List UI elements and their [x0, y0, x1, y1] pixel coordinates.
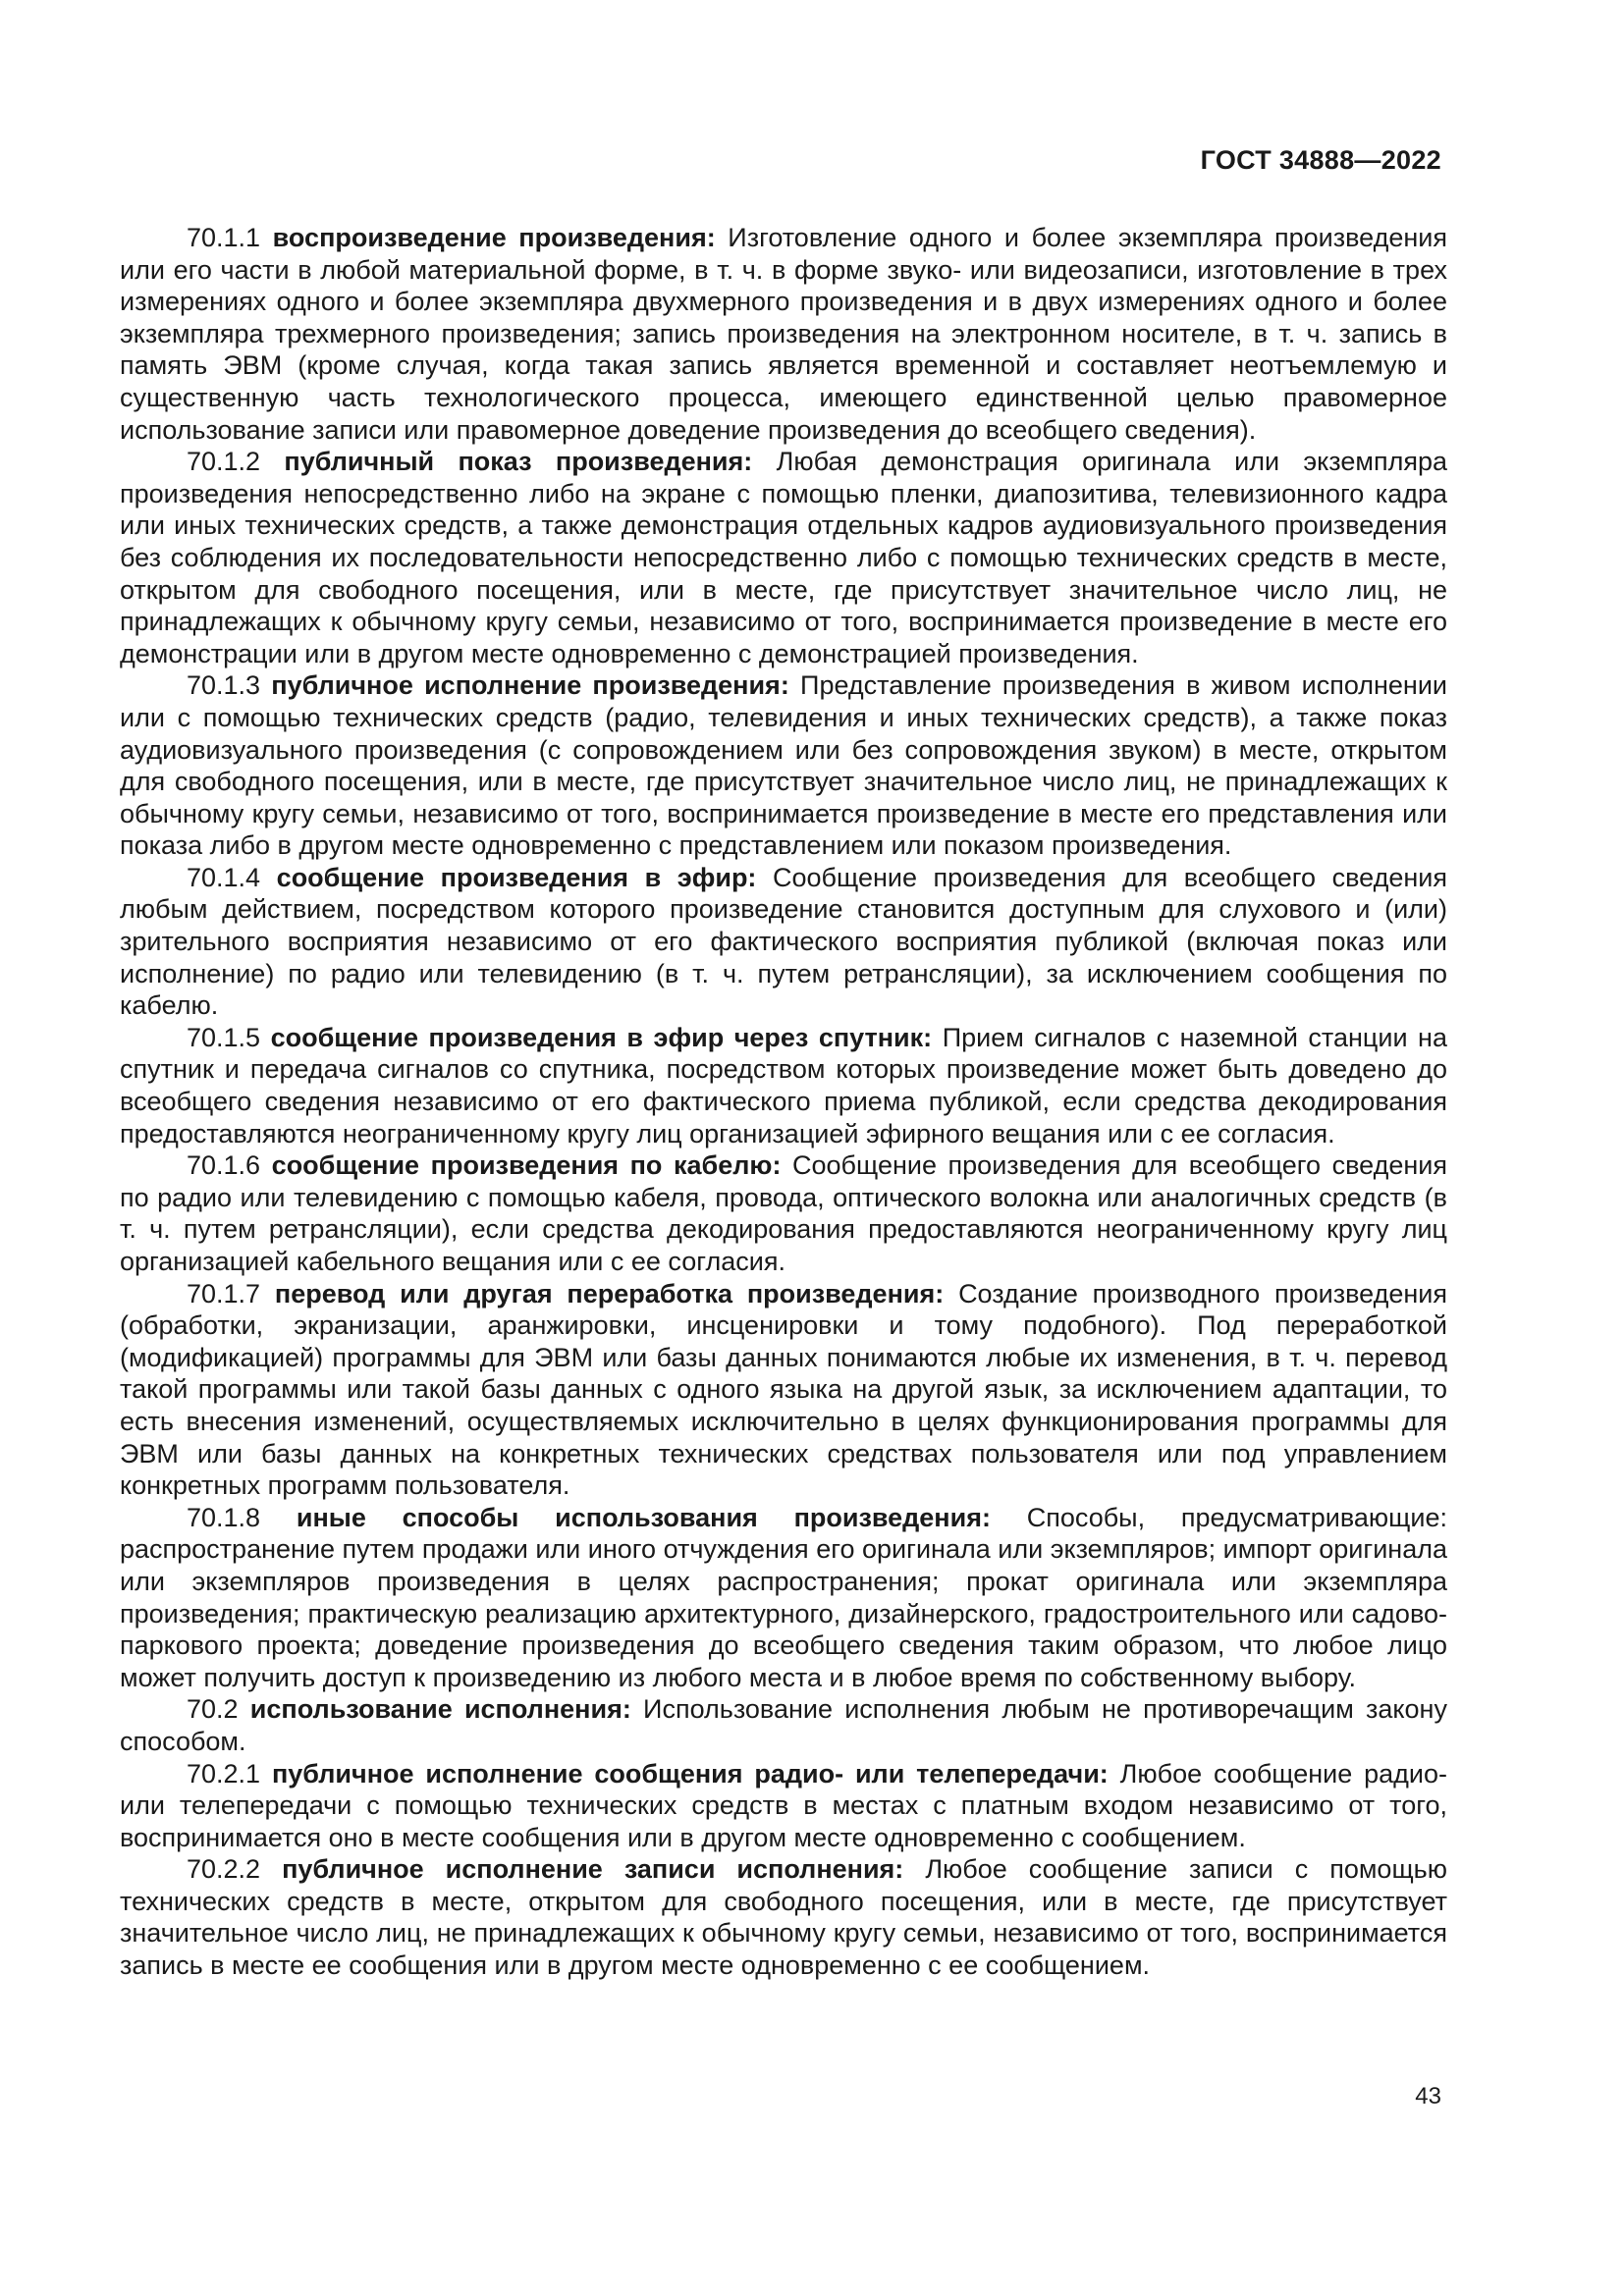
page-number: 43: [1415, 2083, 1441, 2109]
clause-number: 70.1.2: [187, 447, 261, 477]
paragraph-70-1-7: [120, 1278, 1447, 1502]
clause-term: перевод или другая переработка произведения:: [274, 1278, 945, 1308]
clause-number: 70.1.8: [187, 1502, 261, 1532]
clause-term: публичное исполнение сообщения радио- или телепередачи:: [271, 1758, 1109, 1789]
paragraph-70-1-8: [120, 1502, 1447, 1694]
clause-text: Сообщение произведения для всеобщего сведения любым действием, посредством которого произведение становится доступным для слухового и (или) зрительного восприятия независимо от его фактического восприятия публикой (включая показ или исполнение) по радио или телевидению (в т. ч. путем ретрансляции), за исключением сообщения по кабелю.: [120, 862, 1447, 1021]
clause-number: 70.2.1: [187, 1758, 261, 1789]
clause-text: Изготовление одного и более экземпляра произведения или его части в любой материальной форме, в т. ч. в форме звуко- или видеозаписи, изготовление в трех измерениях одного и более экземпляра двухмерного произведения и в двух измерениях одного и более экземпляра трехмерного произведения; запись произведения на электронном носителе, в т. ч. запись в память ЭВМ (кроме случая, когда такая запись является временной и составляет неотъемлемую и существенную часть технологического процесса, имеющего единственной целью правомерное использование записи или правомерное доведение произведения до всеобщего сведения).: [120, 223, 1447, 445]
clause-term: воспроизведение произведения:: [272, 223, 716, 252]
clause-text: Использование исполнения любым не противоречащим закону способом.: [120, 1694, 1447, 1756]
clause-term: публичное исполнение записи исполнения:: [282, 1854, 904, 1885]
paragraph-70-1-5: [120, 1022, 1447, 1149]
clause-number: 70.2: [187, 1694, 239, 1725]
clause-text: Создание производного произведения (обработки, экранизации, аранжировки, инсценировки и тому подобного). Под переработкой (модификацией) программы для ЭВМ или базы данных понимаются любые их изменения, в т. ч. перевод такой программы или такой базы данных с одного языка на другой язык, за исключением адаптации, то есть внесения изменений, осуществляемых исключительно в целях функционирования программы для ЭВМ или базы данных на конкретных технических средствах пользователя или под управлением конкретных программ пользователя.: [120, 1278, 1447, 1501]
clause-number: 70.1.6: [187, 1150, 261, 1181]
paragraph-70-2-2: [120, 1853, 1447, 1981]
clause-term: публичный показ произведения:: [284, 447, 753, 477]
paragraph-70-1-3: [120, 669, 1447, 862]
clause-number: 70.1.3: [187, 670, 261, 701]
clause-text: Любое сообщение записи с помощью технических средств в месте, открытом для свободного посещения, или в месте, где присутствует значительное число лиц, не принадлежащих к обычному кругу семьи, независимо от того, воспринимается запись в месте ее сообщения или в другом месте одновременно с ее сообщением.: [120, 1854, 1447, 1981]
clause-number: 70.1.7: [187, 1278, 261, 1308]
paragraph-70-2: [120, 1693, 1447, 1757]
paragraph-70-2-1: [120, 1758, 1447, 1854]
document-body: [120, 222, 1447, 1982]
paragraph-70-1-6: [120, 1149, 1447, 1277]
clause-term: публичное исполнение произведения:: [271, 670, 789, 701]
clause-text: Прием сигналов с наземной станции на спутник и передача сигналов со спутника, посредством которых произведение может быть доведено до всеобщего сведения независимо от его фактического приема публикой, если средства декодирования предоставляются неограниченному кругу лиц организацией эфирного вещания или с ее согласия.: [120, 1022, 1447, 1148]
paragraph-70-1-4: [120, 862, 1447, 1022]
clause-text: Представление произведения в живом исполнении или с помощью технических средств (радио, телевидения и иных технических средств), а также показ аудиовизуального произведения (с сопровождением или без сопровождения звуком) в месте, открытом для свободного посещения, или в месте, где присутствует значительное число лиц, не принадлежащих к обычному кругу семьи, независимо от того, воспринимается произведение в месте его представления или показа либо в другом месте одновременно с представлением или показом произведения.: [120, 670, 1447, 861]
clause-term: использование исполнения:: [249, 1694, 631, 1725]
clause-number: 70.1.5: [187, 1022, 261, 1052]
clause-text: Любая демонстрация оригинала или экземпляра произведения непосредственно либо на экране с помощью пленки, диапозитива, телевизионного кадра или иных технических средств, а также демонстрация отдельных кадров аудиовизуального произведения без соблюдения их последовательности непосредственно либо с помощью технических средств в месте, открытом для свободного посещения, или в месте, где присутствует значительное число лиц, не принадлежащих к обычному кругу семьи, независимо от того, воспринимается произведение в месте его демонстрации или в другом месте одновременно с демонстрацией произведения.: [120, 447, 1447, 668]
clause-term: сообщение произведения по кабелю:: [271, 1150, 782, 1181]
paragraph-70-1-1: [120, 222, 1447, 446]
document-header: ГОСТ 34888—2022: [1200, 145, 1441, 175]
clause-number: 70.1.4: [187, 862, 261, 892]
clause-number: 70.2.2: [187, 1854, 261, 1885]
clause-term: иные способы использования произведения:: [296, 1502, 991, 1532]
clause-term: сообщение произведения в эфир:: [276, 862, 757, 892]
clause-number: 70.1.1: [187, 223, 261, 252]
paragraph-70-1-2: [120, 446, 1447, 669]
clause-text: Любое сообщение радио- или телепередачи с помощью технических средств в местах с платным входом независимо от того, воспринимается оно в месте сообщения или в другом месте одновременно с сообщением.: [120, 1758, 1447, 1852]
clause-term: сообщение произведения в эфир через спутник:: [270, 1022, 933, 1052]
clause-text: Сообщение произведения для всеобщего сведения по радио или телевидению с помощью кабеля, провода, оптического волокна или аналогичных средств (в т. ч. путем ретрансляции), если средства декодирования предоставляются неограниченному кругу лиц организацией кабельного вещания или с ее согласия.: [120, 1150, 1447, 1276]
clause-text: Способы, предусматривающие: распространение путем продажи или иного отчуждения его оригинала или экземпляров; импорт оригинала или экземпляров произведения в целях распространения; прокат оригинала или экземпляра произведения; практическую реализацию архитектурного, дизайнерского, градостроительного или садово-паркового проекта; доведение произведения до всеобщего сведения таким образом, что любое лицо может получить доступ к произведению из любого места и в любое время по собственному выбору.: [120, 1502, 1447, 1692]
